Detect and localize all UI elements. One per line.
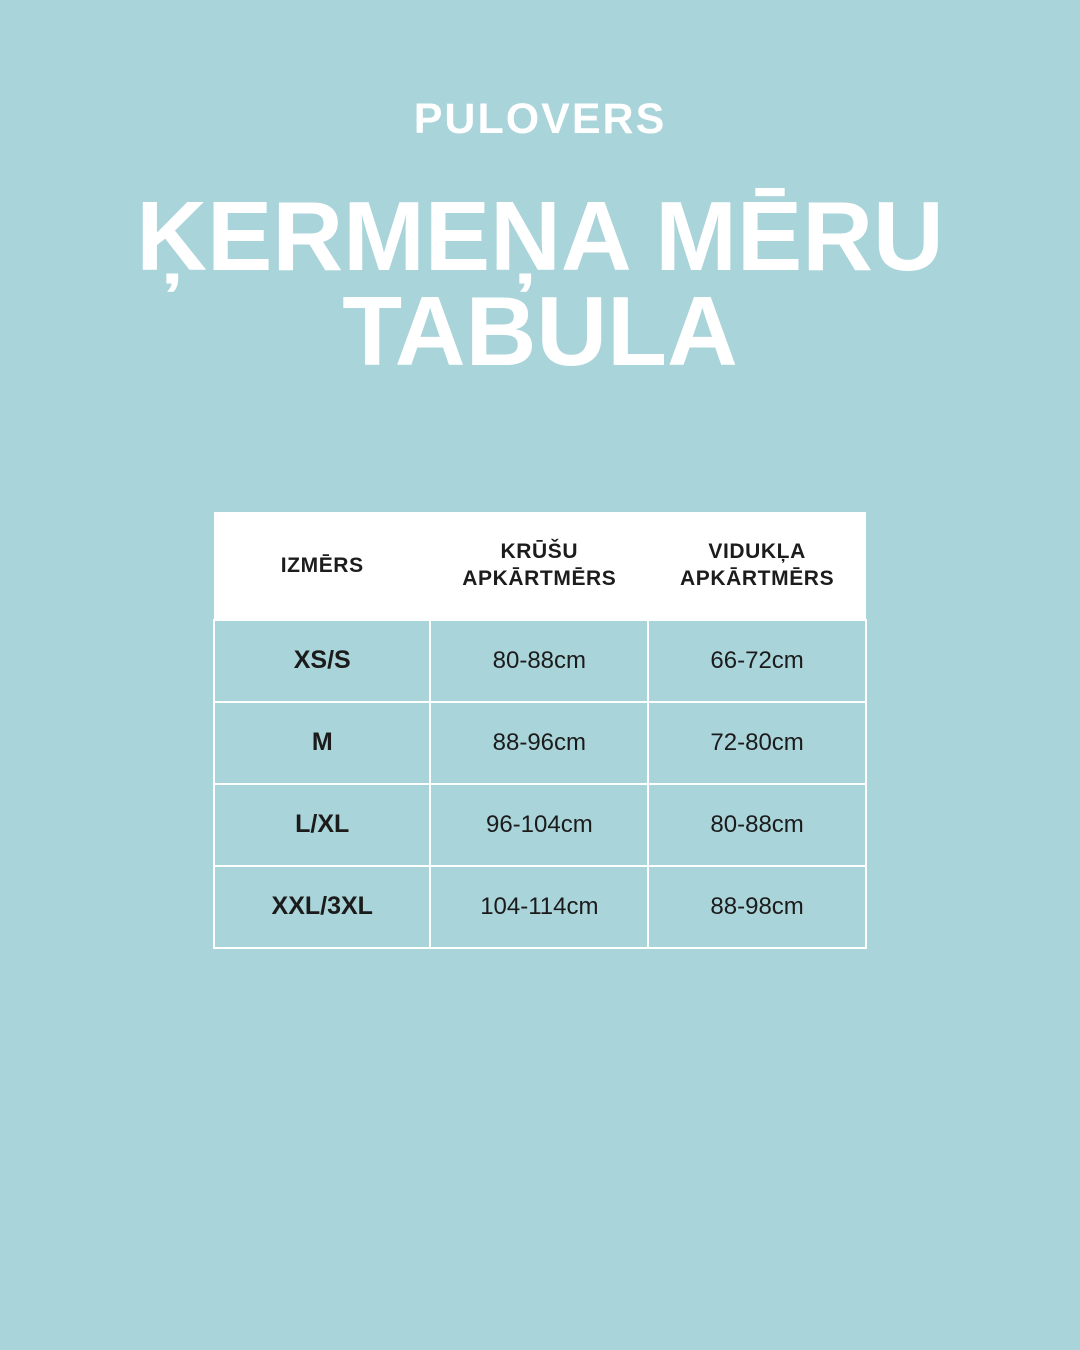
size-table-head [214,512,866,620]
cell-size: M [214,702,430,784]
cell-waist: 88-98cm [648,866,866,948]
cell-size: L/XL [214,784,430,866]
page-header [0,0,1080,387]
cell-size: XXL/3XL [214,866,430,948]
page-title-line-1: ĶERMEŅA MĒRU [136,181,944,291]
cell-waist: 66-72cm [648,620,866,702]
size-table-body [214,620,866,948]
cell-chest: 96-104cm [430,784,648,866]
column-header-waist [648,512,866,620]
column-header-waist-line-2: APKĀRTMĒRS [680,567,835,591]
table-row [214,866,866,948]
table-row [214,620,866,702]
page-title [0,181,1080,387]
column-header-size-line-1: IZMĒRS [280,553,364,577]
cell-chest: 104-114cm [430,866,648,948]
column-header-chest-line-1: KRŪŠU [500,540,579,563]
table-row [214,702,866,784]
column-header-chest-line-2: APKĀRTMĒRS [462,567,617,591]
cell-waist: 80-88cm [648,784,866,866]
column-header-size [214,512,430,620]
cell-waist: 72-80cm [648,702,866,784]
size-table-container [213,512,867,949]
column-header-chest [430,512,648,620]
product-category-label: PULOVERS [413,95,667,143]
cell-size: XS/S [214,620,430,702]
table-header-row [214,512,866,620]
page-title-line-2: TABULA [342,276,738,387]
cell-chest: 88-96cm [430,702,648,784]
cell-chest: 80-88cm [430,620,648,702]
column-header-waist-line-1: VIDUKĻA [708,540,806,563]
table-row [214,784,866,866]
size-table [213,512,867,949]
